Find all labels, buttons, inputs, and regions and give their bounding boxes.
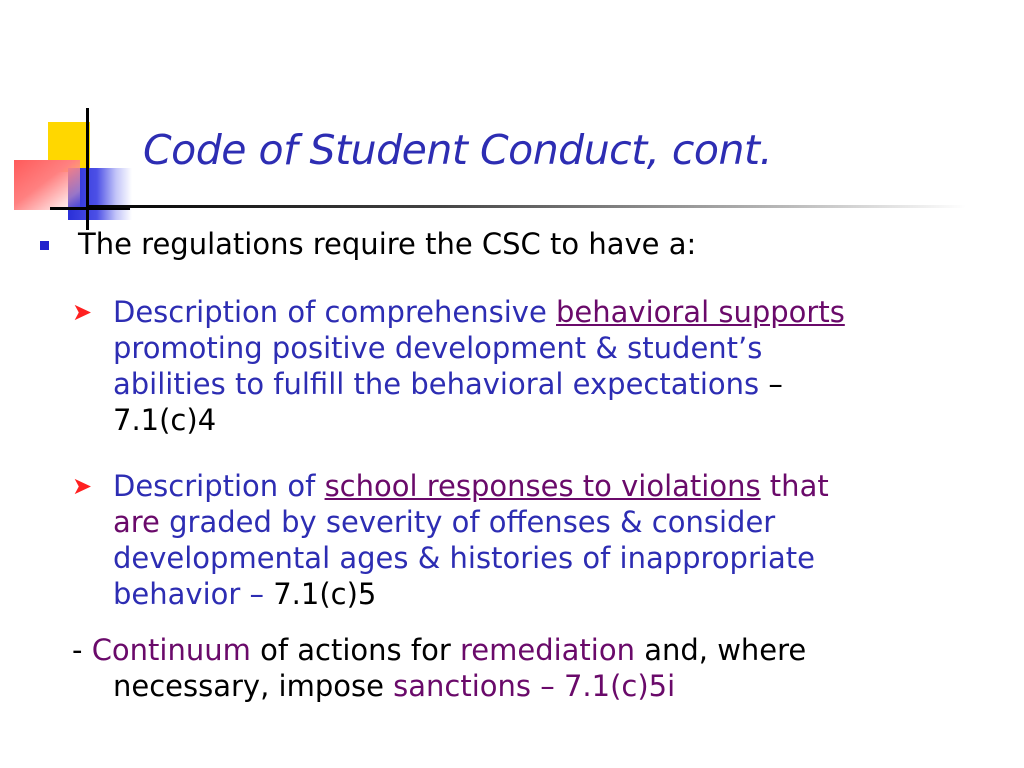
arrowhead-bullet-icon: ➤ — [72, 298, 93, 326]
sub1-line2: promoting positive development & student’s — [113, 331, 763, 365]
behavioral-supports-link[interactable]: behavioral supports — [556, 295, 845, 329]
sub1-line4: 7.1(c)4 — [113, 403, 217, 437]
sanctions-term: sanctions — [393, 669, 532, 703]
main-bullet-text: The regulations require the CSC to have a: — [78, 227, 697, 261]
slide-title: Code of Student Conduct, cont. — [143, 126, 773, 174]
sub1-line3: abilities to fulfill the behavioral expectations – — [113, 367, 783, 401]
corner-decoration — [0, 0, 140, 240]
sub2-line1: Description of school responses to violations that — [113, 469, 829, 503]
arrowhead-bullet-icon: ➤ — [72, 472, 93, 500]
square-bullet-icon — [40, 241, 49, 250]
sub2-line2: are graded by severity of offenses & consider — [113, 505, 776, 539]
sub2-line3: developmental ages & histories of inappropriate — [113, 541, 815, 575]
red-square-decoration — [14, 160, 80, 210]
continuum-line: - Continuum of actions for remediation and, where necessary, impose sanctions – 7.1(c)5i — [72, 633, 807, 703]
sub2-line4: behavior – 7.1(c)5 — [113, 577, 377, 611]
title-underline-rule — [86, 205, 966, 208]
school-responses-link[interactable]: school responses to violations — [324, 469, 761, 503]
sub1-line1: Description of comprehensive behavioral supports — [113, 295, 845, 329]
vertical-line-decoration — [86, 108, 89, 230]
continuum-term: Continuum — [91, 633, 251, 667]
remediation-term: remediation — [459, 633, 635, 667]
